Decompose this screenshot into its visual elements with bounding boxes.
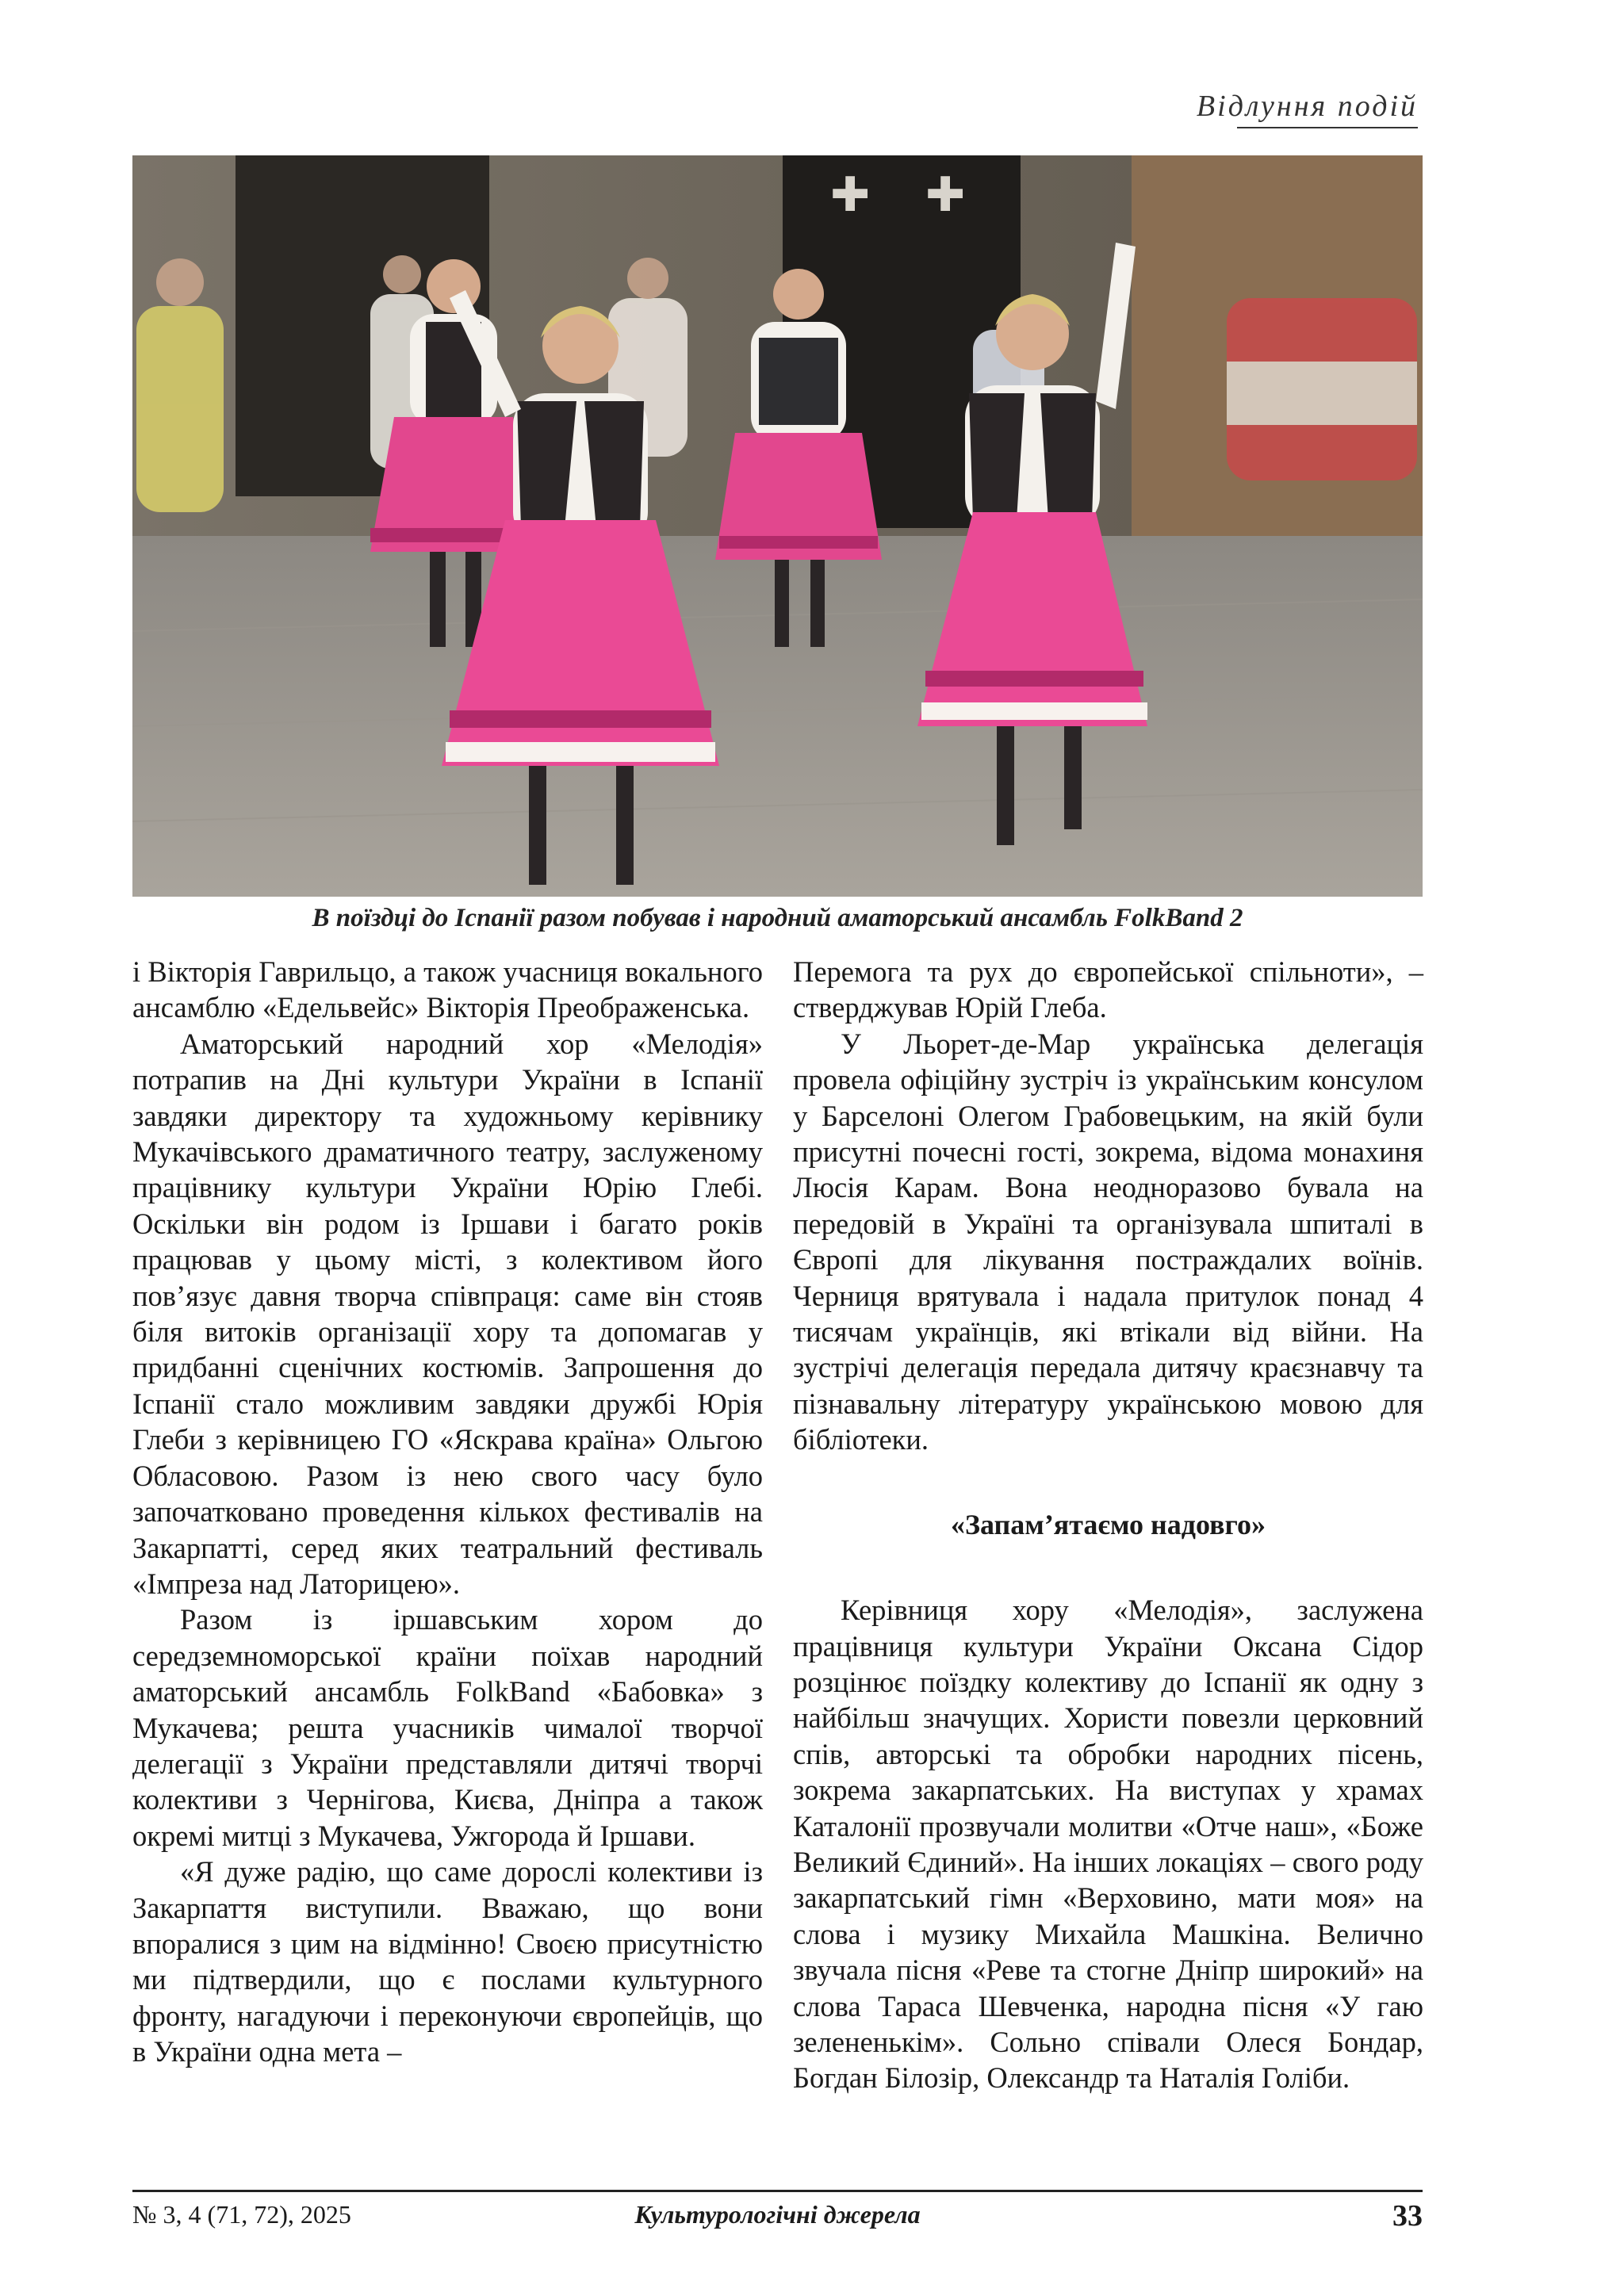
paragraph: Перемога та рух до європейської спільноти», – стверджував Юрій Глеба. (793, 955, 1423, 1024)
paragraph: Аматорський народний хор «Мелодія» потрапив на Дні культури України в Іспанії завдяки директору та художньому керівнику Мукачівського драматичного театру, заслуженому працівнику культури України Юрію Глебі. Оскільки він родом із Іршави і багато років працював у цьому місті, з колективом його пов’язує давня творча співпраця: саме він стояв біля витоків організації хору та допомагав у придбанні сценічних костюмів. Запрошення до Іспанії стало можливим завдяки дружбі Юрія Глеби з керівницею ГО «Яскрава країна» Ольгою Обласовою. Разом із нею свого часу було започатковано проведення кількох фестивалів на Закарпатті, серед яких театральний фестиваль «Імпреза над Латорицею». (132, 1027, 763, 1600)
article-photo (132, 155, 1423, 897)
journal-title: Культурологічні джерела (634, 2200, 921, 2229)
issue-number: № 3, 4 (71, 72), 2025 (132, 2200, 351, 2229)
paragraph: «Я дуже радію, що саме дорослі колективи із Закарпаття виступили. Вважаю, що вони впоралися з цим на відмінно! Своєю присутністю ми підтвердили, що є послами культурного фронту, нагадуючи і переконуючи європейців, що в України одна мета – (132, 1855, 763, 2068)
svg-text:✚: ✚ (830, 167, 871, 223)
footer-rule (132, 2190, 1423, 2192)
paragraph: У Льорет-де-Мар українська делегація провела офіційну зустріч із українським консулом у Барселоні Олегом Грабовецьким, на якій були присутні почесні гості, зокрема, відома монахиня Люсія Карам. Вона неодноразово бувала на передовій в Україні та організувала шпиталі в Європі для лікування постраждалих воїнів. Черниця врятувала і надала притулок понад 4 тисячам українців, які втікали від війни. На зустрічі делегація передала дитячу краєзнавчу та пізнавальну літературу українською мовою для бібліотеки. (793, 1027, 1423, 1456)
svg-text:✚: ✚ (925, 167, 966, 223)
photo-caption: В поїздці до Іспанії разом побував і народний аматорський ансамбль FolkBand 2 (312, 904, 1243, 932)
section-heading: «Запам’ятаємо надовго» (951, 1508, 1266, 1540)
paragraph: і Вікторія Гаврильцо, а також учасниця вокального ансамблю «Едельвейс» Вікторія Преображенська. (132, 955, 763, 1024)
paragraph: Разом із іршавським хором до середземноморської країни поїхав народний аматорський ансамбль FolkBand «Бабовка» з Мукачева; решта учасників чималої творчої делегації з України представляли дитячі творчі колективи з Чернігова, Києва, Дніпра а також окремі митці з Мукачева, Ужгорода й Іршави. (132, 1603, 763, 1852)
right-column (793, 954, 1423, 2096)
left-column (132, 954, 763, 2070)
page-number: 33 (1392, 2199, 1423, 2233)
paragraph: Керівниця хору «Мелодія», заслужена працівниця культури України Оксана Сідор розцінює поїздку колективу до Іспанії як одну з найбільш значущих. Хористи повезли церковний спів, авторські та обробки народних пісень, зокрема закарпатських. На виступах у храмах Каталонії прозвучали молитви «Отче наш», «Боже Великий Єдиний». На інших локаціях – свого роду закарпатський гімн «Верховино, мати моя» на слова і музику Михайла Машкіна. Велично звучала пісня «Реве та стогне Дніпр широкий» на слова Тараса Шевченка, народна пісня «У гаю зелененькім». Сольно співали Олеся Бондар, Богдан Білозір, Олександр та Наталія Голіби. (793, 1594, 1423, 2095)
section-rule (1237, 127, 1418, 128)
section-label: Відлуння подій (1196, 90, 1418, 123)
